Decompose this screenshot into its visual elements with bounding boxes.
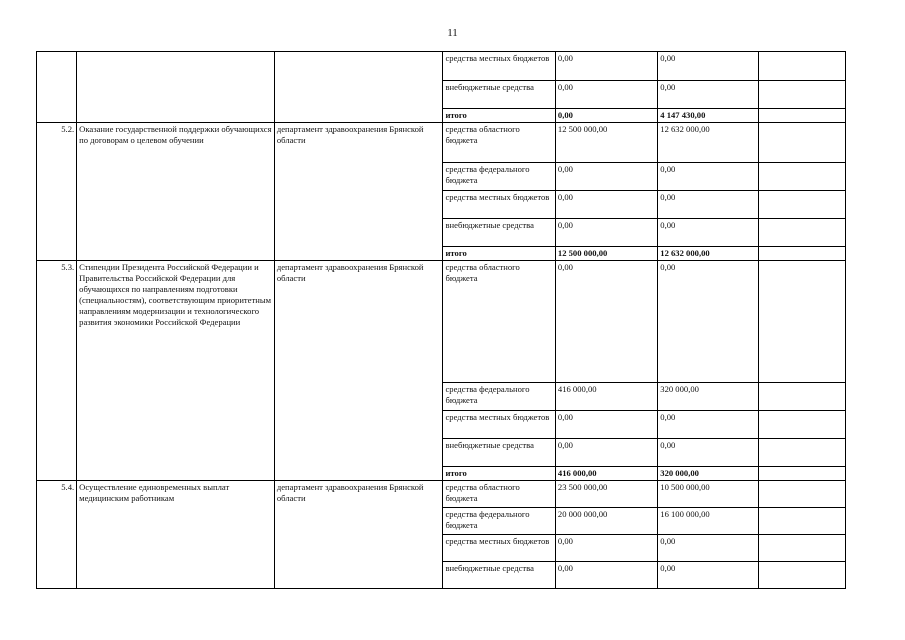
total-label: итого (443, 109, 555, 123)
item-number: 5.4. (37, 481, 77, 589)
source-cell: внебюджетные средства (443, 81, 555, 109)
value-cell: 0,00 (658, 535, 758, 562)
value-cell: 0,00 (555, 411, 657, 439)
table-row (37, 481, 846, 508)
source-cell: средства федерального бюджета (443, 163, 555, 191)
value-cell: 416 000,00 (555, 383, 657, 411)
value-cell: 0,00 (658, 562, 758, 589)
total-label: итого (443, 467, 555, 481)
value-cell: 10 500 000,00 (658, 481, 758, 508)
num-cell (37, 52, 77, 123)
total-value: 0,00 (555, 109, 657, 123)
value-cell: 0,00 (658, 163, 758, 191)
value-cell: 0,00 (658, 81, 758, 109)
source-cell: средства местных бюджетов (443, 411, 555, 439)
executor-cell (274, 52, 443, 123)
source-cell: средства федерального бюджета (443, 383, 555, 411)
value-cell: 0,00 (555, 439, 657, 467)
total-value: 320 000,00 (658, 467, 758, 481)
total-label: итого (443, 247, 555, 261)
table-row (37, 52, 846, 81)
value-cell: 23 500 000,00 (555, 481, 657, 508)
page-number: 11 (447, 27, 458, 39)
source-cell: внебюджетные средства (443, 219, 555, 247)
name-cell (77, 52, 275, 123)
table-row (37, 123, 846, 163)
source-cell: средства областного бюджета (443, 481, 555, 508)
value-cell: 0,00 (555, 52, 657, 81)
value-cell: 0,00 (555, 562, 657, 589)
value-cell: 0,00 (555, 191, 657, 219)
source-cell: средства областного бюджета (443, 261, 555, 383)
value-cell: 0,00 (555, 163, 657, 191)
value-cell: 12 500 000,00 (555, 123, 657, 163)
value-cell: 0,00 (555, 261, 657, 383)
value-cell: 0,00 (658, 439, 758, 467)
value-cell: 0,00 (658, 191, 758, 219)
value-cell: 320 000,00 (658, 383, 758, 411)
value-cell: 0,00 (658, 52, 758, 81)
source-cell: внебюджетные средства (443, 562, 555, 589)
value-cell: 0,00 (555, 81, 657, 109)
source-cell: внебюджетные средства (443, 439, 555, 467)
value-cell: 0,00 (555, 219, 657, 247)
source-cell: средства местных бюджетов (443, 535, 555, 562)
item-name: Стипендии Президента Российской Федерации и Правительства Российской Федерации для обучающихся по направлениям подготовки (специальностям), соответствующим приоритетным направлениям модернизации и технологического развития экономики Российской Федерации (77, 261, 275, 481)
item-executor: департамент здравоохранения Брянской области (274, 481, 443, 589)
total-value: 4 147 430,00 (658, 109, 758, 123)
value-cell: 0,00 (658, 411, 758, 439)
total-value: 12 500 000,00 (555, 247, 657, 261)
value-cell: 0,00 (555, 535, 657, 562)
item-name: Оказание государственной поддержки обучающихся по договорам о целевом обучении (77, 123, 275, 261)
total-value: 416 000,00 (555, 467, 657, 481)
value-cell: 12 632 000,00 (658, 123, 758, 163)
item-name: Осуществление единовременных выплат медицинским работникам (77, 481, 275, 589)
value-cell: 16 100 000,00 (658, 508, 758, 535)
item-executor: департамент здравоохранения Брянской области (274, 261, 443, 481)
source-cell: средства областного бюджета (443, 123, 555, 163)
item-number: 5.2. (37, 123, 77, 261)
value-cell: 20 000 000,00 (555, 508, 657, 535)
source-cell: средства местных бюджетов (443, 191, 555, 219)
value-cell: 0,00 (658, 261, 758, 383)
total-value: 12 632 000,00 (658, 247, 758, 261)
item-executor: департамент здравоохранения Брянской области (274, 123, 443, 261)
budget-table (36, 51, 846, 589)
item-number: 5.3. (37, 261, 77, 481)
table-row (37, 261, 846, 383)
source-cell: средства местных бюджетов (443, 52, 555, 81)
value-cell: 0,00 (658, 219, 758, 247)
source-cell: средства федерального бюджета (443, 508, 555, 535)
